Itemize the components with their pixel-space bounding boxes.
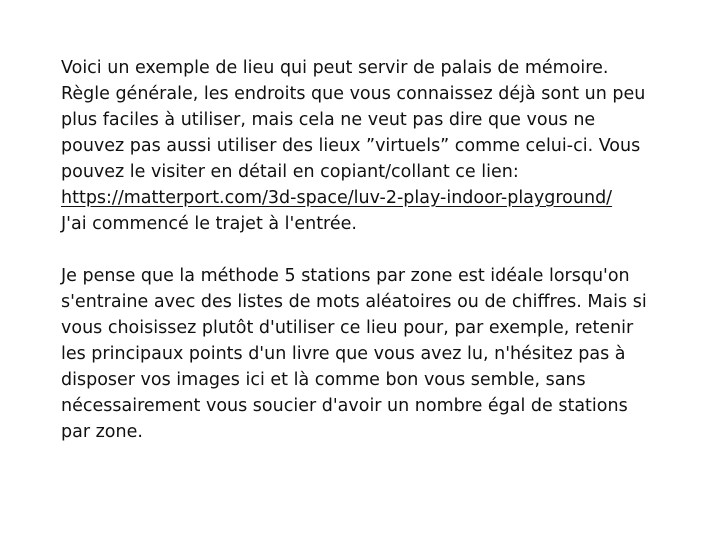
text-line: Je pense que la méthode 5 stations par zone est idéale lorsqu'on [61,266,630,286]
paragraph-intro [61,55,661,237]
matterport-link[interactable]: https://matterport.com/3d-space/luv-2-play-indoor-playground/ [61,188,613,208]
text-line: plus faciles à utiliser, mais cela ne veut pas dire que vous ne [61,110,596,130]
text-line: vous choisissez plutôt d'utiliser ce lieu pour, par exemple, retenir [61,318,634,338]
paragraph-method [61,263,661,445]
text-line: nécessairement vous soucier d'avoir un nombre égal de stations [61,396,628,416]
text-line: par zone. [61,422,143,442]
text-line: Voici un exemple de lieu qui peut servir de palais de mémoire. [61,58,609,78]
text-line: Règle générale, les endroits que vous connaissez déjà sont un peu [61,84,646,104]
text-line: disposer vos images ici et là comme bon vous semble, sans [61,370,586,390]
text-line: s'entraine avec des listes de mots aléatoires ou de chiffres. Mais si [61,292,647,312]
text-line: pouvez pas aussi utiliser des lieux ”virtuels” comme celui-ci. Vous [61,136,641,156]
text-body [61,55,661,445]
text-line: pouvez le visiter en détail en copiant/collant ce lien: [61,162,519,182]
link-line [61,185,661,211]
text-line: les principaux points d'un livre que vous avez lu, n'hésitez pas à [61,344,626,364]
text-line: J'ai commencé le trajet à l'entrée. [61,214,357,234]
